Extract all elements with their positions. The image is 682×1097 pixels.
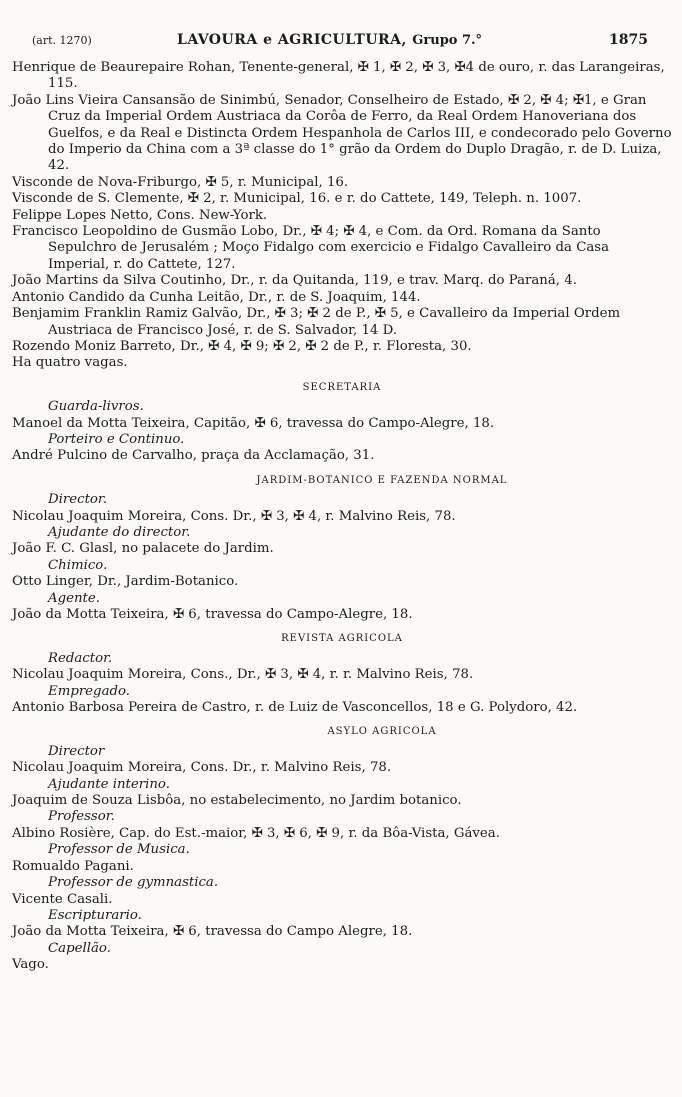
list-item: João Martins da Silva Coutinho, Dr., r. da Quitanda, 119, e trav. Marq. do Paraná, 4. <box>12 273 577 289</box>
list-item: João da Motta Teixeira, ✠ 6, travessa do Campo Alegre, 18. <box>12 924 413 940</box>
list-item: Albino Rosière, Cap. do Est.-maior, ✠ 3, ✠ 6, ✠ 9, r. da Bôa-Vista, Gávea. <box>12 825 500 841</box>
role-title: Professor de Musica. <box>48 842 190 858</box>
list-item: Visconde de S. Clemente, ✠ 2, r. Municipal, 16. e r. do Cattete, 149, Teleph. n. 1007. <box>12 191 582 207</box>
role-title: Empregado. <box>48 683 131 699</box>
page-content <box>12 60 672 974</box>
list-item: Manoel da Motta Teixeira, Capitão, ✠ 6, travessa do Campo-Alegre, 18. <box>12 415 495 431</box>
list-item: Joaquim de Souza Lisbôa, no estabelecimento, no Jardim botanico. <box>12 793 462 809</box>
role-title: Ajudante do director. <box>48 524 191 540</box>
role-title: Redactor. <box>48 650 113 666</box>
page-header <box>12 26 672 48</box>
list-item: Ha quatro vagas. <box>12 355 128 371</box>
title-text: LAVOURA e AGRICULTURA, <box>177 32 407 48</box>
running-title <box>177 32 482 48</box>
role-title: Guarda-livros. <box>48 399 144 415</box>
role-title: Professor. <box>48 809 115 825</box>
role-title: Chimico. <box>48 557 108 573</box>
article-ref: (art. 1270) <box>32 34 92 47</box>
list-item: João F. C. Glasl, no palacete do Jardim. <box>12 541 274 557</box>
role-title: Director <box>48 743 105 759</box>
section-heading-jardim: JARDIM-BOTANICO E FAZENDA NORMAL <box>256 474 508 486</box>
list-item: Romualdo Pagani. <box>12 858 134 874</box>
role-title: Ajudante interino. <box>48 776 170 792</box>
list-item: André Pulcino de Carvalho, praça da Acclamação, 31. <box>12 448 375 464</box>
list-item: Henrique de Beaurepaire Rohan, Tenente-general, ✠ 1, ✠ 2, ✠ 3, ✠4 de ouro, r. das Larangeiras, 115. <box>12 60 665 92</box>
role-title: Director. <box>48 492 108 508</box>
list-item: João Lins Vieira Cansansão de Sinimbú, Senador, Conselheiro de Estado, ✠ 2, ✠ 4; ✠1, e Gran Cruz da Imperial Ordem Austriaca da Corôa de Ferro, da Real Ordem Hanoveriana dos Guelfos, e da Real e Distincta Ordem Hespanhola de Carlos III, e condecorado pelo Governo do Imperio da China com a 3ª classe do 1° grão da Ordem do Duplo Dragão, r. de D. Luiza, 42. <box>12 92 672 174</box>
list-item: Antonio Barbosa Pereira de Castro, r. de Luiz de Vasconcellos, 18 e G. Polydoro, 42. <box>12 700 578 716</box>
members-list <box>12 60 672 372</box>
list-item: Nicolau Joaquim Moreira, Cons. Dr., ✠ 3, ✠ 4, r. Malvino Reis, 78. <box>12 508 456 524</box>
group-label: Grupo 7.° <box>412 33 483 48</box>
role-title: Porteiro e Continuo. <box>48 431 185 447</box>
section-heading-secretaria: SECRETARIA <box>302 381 382 393</box>
list-item: Vago. <box>12 957 49 973</box>
section-heading-revista: REVISTA AGRICOLA <box>281 633 403 645</box>
list-item: Antonio Candido da Cunha Leitão, Dr., r. de S. Joaquim, 144. <box>12 289 421 305</box>
role-title: Escripturario. <box>48 907 142 923</box>
list-item: Benjamim Franklin Ramiz Galvão, Dr., ✠ 3; ✠ 2 de P., ✠ 5, e Cavalleiro da Imperial Ordem Austriaca de Francisco José, r. de S. Salvador, 14 D. <box>12 306 621 338</box>
list-item: Francisco Leopoldino de Gusmão Lobo, Dr., ✠ 4; ✠ 4, e Com. da Ord. Romana da Santo Sepulchro de Jerusalém ; Moço Fidalgo com exercicio e Fidalgo Cavalleiro da Casa Imperial, r. do Cattete, 127. <box>12 224 610 272</box>
list-item: Nicolau Joaquim Moreira, Cons., Dr., ✠ 3, ✠ 4, r. r. Malvino Reis, 78. <box>12 667 474 683</box>
page-number: 1875 <box>609 32 648 48</box>
list-item: João da Motta Teixeira, ✠ 6, travessa do Campo-Alegre, 18. <box>12 607 413 622</box>
role-title: Capellão. <box>48 940 111 956</box>
list-item: Otto Linger, Dr., Jardim-Botanico. <box>12 574 239 590</box>
section-heading-asylo: ASYLO AGRICOLA <box>327 726 437 738</box>
list-item: Felippe Lopes Netto, Cons. New-York. <box>12 207 268 223</box>
list-item: Vicente Casali. <box>12 891 113 907</box>
list-item: Nicolau Joaquim Moreira, Cons. Dr., r. Malvino Reis, 78. <box>12 760 392 776</box>
list-item: Rozendo Moniz Barreto, Dr., ✠ 4, ✠ 9; ✠ 2, ✠ 2 de P., r. Floresta, 30. <box>12 338 472 354</box>
role-title: Agente. <box>48 590 100 606</box>
list-item: Visconde de Nova-Friburgo, ✠ 5, r. Municipal, 16. <box>12 174 349 190</box>
role-title: Professor de gymnastica. <box>48 875 219 891</box>
